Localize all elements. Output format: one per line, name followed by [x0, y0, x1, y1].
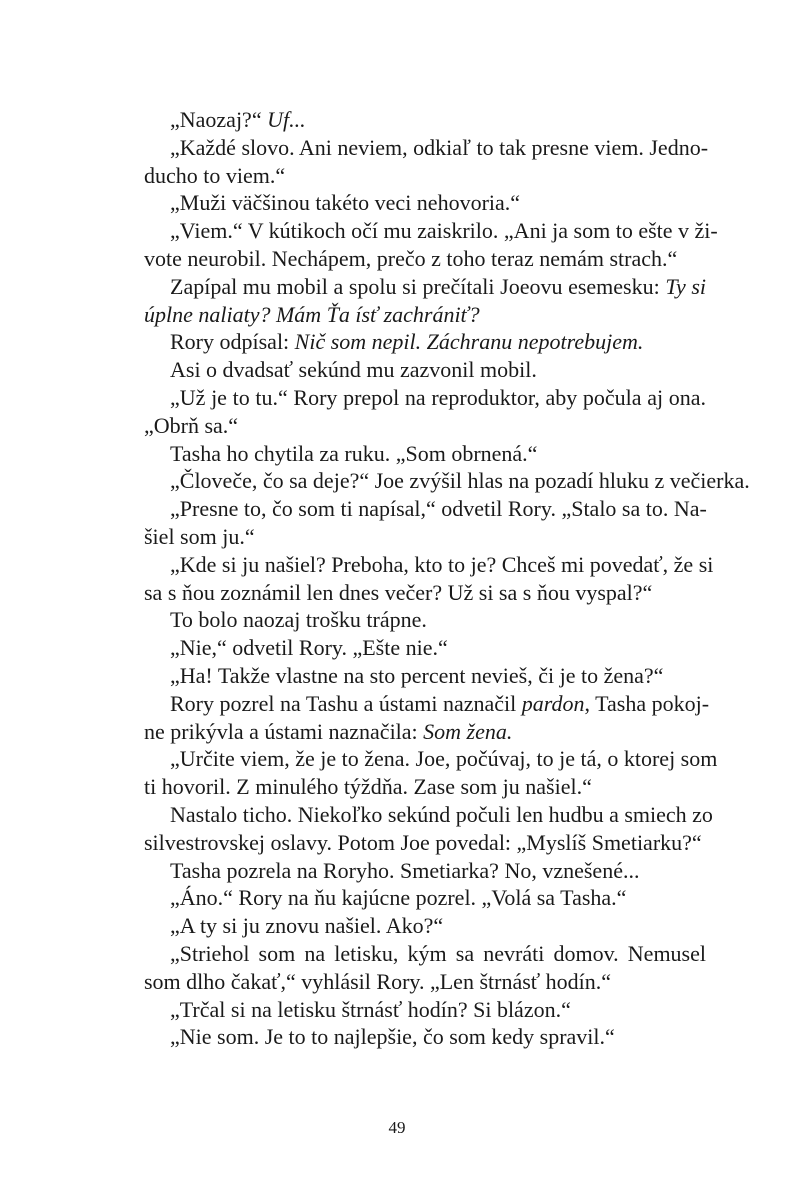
paragraph [118, 606, 706, 634]
text-run: „Áno.“ Rory na ňu kajúcne pozrel. „Volá sa Tasha.“ [170, 885, 627, 911]
text-run: Asi o dvadsať sekúnd mu zazvonil mobil. [170, 357, 537, 383]
text-run: ducho to viem.“ [144, 162, 286, 188]
text-line [118, 356, 706, 384]
text-run: Tasha ho chytila za ruku. „Som obrnená.“ [170, 440, 538, 466]
text-run: „Kde si ju našiel? Preboha, kto to je? Chceš mi povedať, že si [170, 551, 714, 577]
paragraph [118, 634, 706, 662]
paragraph [118, 996, 706, 1024]
text-run: „Naozaj?“ [170, 107, 268, 132]
paragraph [118, 440, 706, 468]
paragraph [118, 217, 718, 273]
text-line [118, 134, 709, 162]
italic-run: úplne naliaty? Mám Ťa ísť zachrániť? [144, 301, 480, 327]
paragraph [118, 384, 706, 440]
text-run: „Nie som. Je to to najlepšie, čo som kedy spravil.“ [170, 1024, 615, 1050]
text-line [118, 495, 706, 523]
text-line [118, 801, 713, 829]
paragraph [118, 857, 706, 885]
paragraph [118, 662, 706, 690]
paragraph [118, 1023, 706, 1051]
text-run: Tasha pozrela na Roryho. Smetiarka? No, vznešené... [170, 857, 640, 883]
text-line [118, 968, 706, 996]
text-line [118, 884, 706, 912]
paragraph [118, 273, 706, 329]
paragraph [118, 801, 713, 857]
text-run: šiel som ju.“ [144, 523, 255, 549]
text-line [118, 106, 706, 134]
italic-run: Som žena. [423, 718, 513, 744]
text-line [118, 634, 706, 662]
italic-run: pardon [521, 690, 585, 716]
text-line [118, 996, 706, 1024]
text-run: ne prikývla a ústami naznačila: [144, 718, 424, 744]
text-line [118, 412, 706, 440]
text-line [118, 162, 706, 190]
text-line [118, 273, 706, 301]
text-run: „Človeče, čo sa deje?“ Joe zvýšil hlas na pozadí hluku z večierka. [170, 468, 750, 494]
text-line [118, 662, 706, 690]
text-run: „Ha! Takže vlastne na sto percent nevieš, či je to žena?“ [170, 662, 664, 688]
text-line [118, 773, 706, 801]
text-line [118, 857, 706, 885]
text-line [118, 245, 706, 273]
text-line [118, 579, 706, 607]
text-run: „Trčal si na letisku štrnásť hodín? Si blázon.“ [170, 996, 571, 1022]
text-run: Zapípal mu mobil a spolu si prečítali Joeovu esemesku: [170, 273, 666, 299]
text-line [118, 745, 718, 773]
text-run: „Muži väčšinou takéto veci nehovoria.“ [170, 190, 521, 216]
paragraph [118, 106, 706, 134]
paragraph [118, 495, 706, 551]
paragraph [118, 356, 706, 384]
text-run: ti hovoril. Z minulého týždňa. Zase som ju našiel.“ [144, 774, 592, 800]
italic-run: Nič som nepil. Záchranu nepotrebujem. [294, 329, 644, 355]
page-number: 49 [388, 1118, 406, 1137]
text-line [118, 690, 710, 718]
text-line [118, 217, 718, 245]
text-line [118, 384, 706, 412]
text-line [118, 328, 706, 356]
text-run: „Určite viem, že je to žena. Joe, počúvaj, to je tá, o ktorej som [170, 746, 718, 772]
text-run: Nastalo ticho. Niekoľko sekúnd počuli len hudbu a smiech zo [170, 801, 713, 827]
text-run: sa s ňou zoznámil len dnes večer? Už si sa s ňou vyspal?“ [144, 579, 653, 605]
text-run: „Presne to, čo som ti napísal,“ odvetil Rory. „Stalo sa to. Na- [170, 496, 707, 522]
text-run: „Už je to tu.“ Rory prepol na reproduktor, aby počula aj ona. [170, 384, 706, 410]
text-run: To bolo naozaj trošku trápne. [170, 607, 427, 633]
text-run: „Nie,“ odvetil Rory. „Ešte nie.“ [170, 635, 448, 661]
text-run: „Každé slovo. Ani neviem, odkiaľ to tak presne viem. Jedno- [170, 134, 709, 160]
text-run: Rory odpísal: [170, 329, 295, 355]
paragraph [118, 690, 710, 746]
text-run: , Tasha pokoj- [584, 690, 710, 716]
paragraph [118, 467, 750, 495]
paragraph [118, 940, 706, 996]
text-line [118, 301, 706, 329]
text-line [118, 718, 706, 746]
text-run: silvestrovskej oslavy. Potom Joe povedal: „Myslíš Smetiarku?“ [144, 829, 702, 855]
body-text [118, 106, 750, 1051]
text-line [118, 940, 706, 968]
paragraph [118, 912, 706, 940]
text-line [118, 523, 706, 551]
text-line [118, 551, 714, 579]
text-line [118, 189, 706, 217]
text-line [118, 440, 706, 468]
text-run: vote neurobil. Nechápem, prečo z toho teraz nemám strach.“ [144, 245, 678, 271]
paragraph [118, 134, 709, 190]
italic-run: Ty si [665, 273, 707, 299]
text-line [118, 912, 706, 940]
paragraph [118, 884, 706, 912]
text-line [118, 606, 706, 634]
text-run: „Striehol som na letisku, kým sa nevráti domov. Nemusel [170, 940, 706, 966]
text-run: som dlho čakať,“ vyhlásil Rory. „Len štrnásť hodín.“ [144, 968, 612, 994]
text-run: Rory pozrel na Tashu a ústami naznačil [170, 690, 522, 716]
paragraph [118, 328, 706, 356]
text-line [118, 1023, 706, 1051]
paragraph [118, 189, 706, 217]
paragraph [118, 551, 714, 607]
text-line [118, 467, 750, 495]
paragraph [118, 745, 718, 801]
text-run: „A ty si ju znovu našiel. Ako?“ [170, 913, 444, 939]
italic-run: Uf... [267, 107, 306, 132]
text-line [118, 829, 706, 857]
text-run: „Obrň sa.“ [144, 412, 239, 438]
text-run: „Viem.“ V kútikoch očí mu zaiskrilo. „Ani ja som to ešte v ži- [170, 218, 718, 244]
